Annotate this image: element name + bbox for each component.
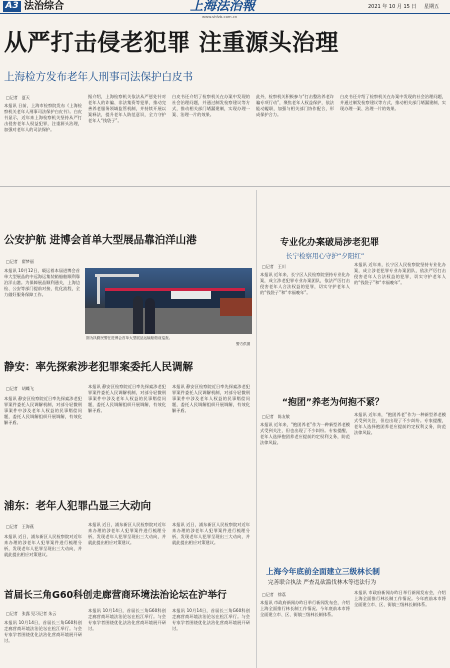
fraud-subhead: 长宁检察用心守护“夕阳红”: [286, 252, 365, 260]
jingan-col-1: 本报讯 静安区检察院近日率先探索涉老犯罪案件委托人民调解机制，对部分轻微刑事案件中涉及老年人权益的民事赔偿问题，委托人民调解组织开展调解，有效化解矛盾。: [4, 396, 82, 426]
crane-shape: [97, 274, 100, 304]
divider: [0, 186, 450, 187]
byline-tag: □记者: [262, 592, 274, 597]
fraud-col-2: 本报讯 近年来，长宁区人民检察院坚持专业化办案，成立涉老犯罪专业办案团队，依法严厉打击侵害老年人合法权益的犯罪，切实守护老年人的“钱袋子”和“幸福晚年”。: [354, 262, 446, 286]
forest-col-1: 本报讯 市政府新闻办昨日举行新闻发布会，介绍上海全面推行林长制工作情况。今年底前本市将全面建立市、区、街镇三级林长制体系。: [260, 600, 350, 618]
byline-name: 胡蝶飞: [21, 386, 34, 391]
byline-name: 夏天: [21, 95, 30, 100]
byline-name: 翟梦丽: [21, 259, 34, 264]
lead-col-4: 此外，检察机关积极参与“打击整治养老诈骗专项行动”，聚焦老年人权益保护，依法能动履职，加强与相关部门协作配合，形成保护合力。: [256, 94, 334, 118]
yangtze-headline: 首届长三角G60科创走廊营商环境法治论坛在沪举行: [4, 590, 227, 601]
byline-tag: □记者: [6, 95, 18, 100]
byline-tag: □记者: [6, 386, 18, 391]
port-photo-credit: 警方供图: [236, 342, 251, 346]
page-header: [0, 0, 450, 14]
byline-name: 徐荔: [277, 592, 286, 597]
lead-subhead: 上海检方发布老年人刑事司法保护白皮书: [4, 71, 193, 83]
container-stack: [220, 298, 252, 316]
jingan-byline: [6, 386, 34, 392]
embrace-headline: “抱团”养老为何抱不紧？: [282, 398, 384, 408]
forest-subhead: 完善联合执法 严查乱砍滥伐林木等违法行为: [268, 580, 377, 586]
pudong-col-2: 本报讯 近日，浦东新区人民检察院对近年来办理的涉老年人犯罪案件进行梳理分析，发现老年人犯罪呈现出三大动向，并就此提出相应对策建议。: [88, 522, 166, 546]
lead-col-2: 据介绍，上海检察机关依法从严惩处针对老年人的诈骗、非法集资等犯罪，推动完善养老服务领域监管机制，并持续开展以案释法，提升老年人防范意识，全力守护老年人“钱袋子”。: [88, 94, 166, 124]
byline-name: 王川: [277, 264, 286, 269]
column-rule: [256, 190, 257, 668]
jingan-headline: 静安：率先探索涉老犯罪案委托人民调解: [4, 361, 193, 373]
yangtze-byline: [6, 611, 56, 617]
port-photo-caption: 图为执勤民警在进博会首单大型展品运输船舶前巡查。: [86, 336, 173, 340]
port-headline: 公安护航 进博会首单大型展品靠泊洋山港: [4, 234, 197, 246]
port-body: 本报讯 10月12日，载运着本届进博会首单大型展品的中远海运集装箱船舶顺利靠泊洋山港。为保障展品顺利通关，上海边检、公安等部门提前对接，优化流程，全力做好服务保障工作。: [4, 268, 80, 298]
byline-tag: □记者: [6, 524, 18, 529]
masthead: 上海法治報: [190, 0, 256, 14]
fraud-headline: 专业化办案破局涉老犯罪: [280, 238, 380, 248]
lead-headline: 从严打击侵老犯罪 注重源头治理: [4, 30, 339, 56]
lead-byline: [6, 95, 30, 101]
pudong-byline: [6, 524, 34, 530]
issue-weekday: 星期五: [424, 4, 440, 10]
byline-tag: □记者: [262, 414, 274, 419]
yangtze-col-1: 本报讯 10月14日，首届长三角G60科创走廊营商环境法治论坛在松江举行。与会专家学者围绕优化法治化营商环境展开研讨。: [4, 620, 82, 644]
byline-tag: □记者: [6, 611, 18, 616]
byline-tag: □记者: [262, 264, 274, 269]
yangtze-col-2: 本报讯 10月14日，首届长三角G60科创走廊营商环境法治论坛在松江举行。与会专家学者围绕优化法治化营商环境展开研讨。: [88, 608, 166, 632]
byline-tag: □记者: [6, 259, 18, 264]
port-photo: [85, 268, 252, 334]
forest-headline: 上海今年底前全面建立三级林长制: [266, 567, 380, 576]
jingan-col-3: 本报讯 静安区检察院近日率先探索涉老犯罪案件委托人民调解机制，对部分轻微刑事案件中涉及老年人权益的民事赔偿问题，委托人民调解组织开展调解，有效化解矛盾。: [172, 384, 250, 414]
section-title: 法治综合: [24, 1, 64, 12]
pudong-headline: 浦东：老年人犯罪凸显三大动向: [4, 500, 151, 512]
jingan-col-2: 本报讯 静安区检察院近日率先探索涉老犯罪案件委托人民调解机制，对部分轻微刑事案件中涉及老年人权益的民事赔偿问题，委托人民调解组织开展调解，有效化解矛盾。: [88, 384, 166, 414]
embrace-col-2: 本报讯 近年来，“抱团养老”作为一种新型养老模式受到关注，但也出现了不少纠纷。专家提醒，老年人选择抱团养老应提前约定权利义务，防范法律风险。: [354, 412, 446, 436]
port-byline: [6, 259, 34, 265]
byline-name: 陈友敏: [277, 414, 290, 419]
forest-byline: [262, 592, 286, 598]
pudong-col-1: 本报讯 近日，浦东新区人民检察院对近年来办理的涉老年人犯罪案件进行梳理分析，发现老年人犯罪呈现出三大动向，并就此提出相应对策建议。: [4, 534, 82, 558]
yangtze-col-3: 本报讯 10月14日，首届长三角G60科创走廊营商环境法治论坛在松江举行。与会专家学者围绕优化法治化营商环境展开研讨。: [172, 608, 250, 632]
fraud-col-1: 本报讯 近年来，长宁区人民检察院坚持专业化办案，成立涉老犯罪专业办案团队，依法严厉打击侵害老年人合法权益的犯罪，切实守护老年人的“钱袋子”和“幸福晚年”。: [260, 272, 350, 296]
forest-col-2: 本报讯 市政府新闻办昨日举行新闻发布会，介绍上海全面推行林长制工作情况。今年底前本市将全面建立市、区、街镇三级林长制体系。: [354, 590, 446, 608]
byline-name: 王海燕: [21, 524, 34, 529]
officer-figure: [145, 298, 155, 334]
fraud-byline: [262, 264, 286, 270]
ship-banner: [171, 291, 211, 299]
lead-col-3: 白皮书还介绍了检察机关在办案中发现的社会治理问题，并通过制发检察建议等方式，推动相关部门堵漏建制，实现办理一案、治理一片的效果。: [172, 94, 250, 118]
officer-figure: [133, 296, 143, 334]
lead-col-5: 白皮书还介绍了检察机关在办案中发现的社会治理问题，并通过制发检察建议等方式，推动相关部门堵漏建制，实现办理一案、治理一片的效果。: [340, 94, 446, 112]
embrace-col-1: 本报讯 近年来，“抱团养老”作为一种新型养老模式受到关注，但也出现了不少纠纷。专家提醒，老年人选择抱团养老应提前约定权利义务，防范法律风险。: [260, 422, 350, 446]
section-mark: A3: [3, 1, 21, 12]
lead-col-1: 本报讯 日前，上海市检察院发布《上海检察机关老年人刑事司法保护白皮书》。白皮书显示，近年来上海检察机关坚持从严打击侵害老年人权益犯罪，注重源头治理，加强对老年人的司法保护。: [4, 103, 82, 133]
crane-shape: [95, 274, 139, 277]
issue-date: 2021 年 10 月 15 日: [368, 4, 417, 10]
website: www.shfzb.com.cn: [202, 14, 238, 19]
embrace-byline: [262, 414, 290, 420]
byline-name: 张露 见习记者 朱云: [21, 611, 57, 616]
pudong-col-3: 本报讯 近日，浦东新区人民检察院对近年来办理的涉老年人犯罪案件进行梳理分析，发现老年人犯罪呈现出三大动向，并就此提出相应对策建议。: [172, 522, 250, 546]
